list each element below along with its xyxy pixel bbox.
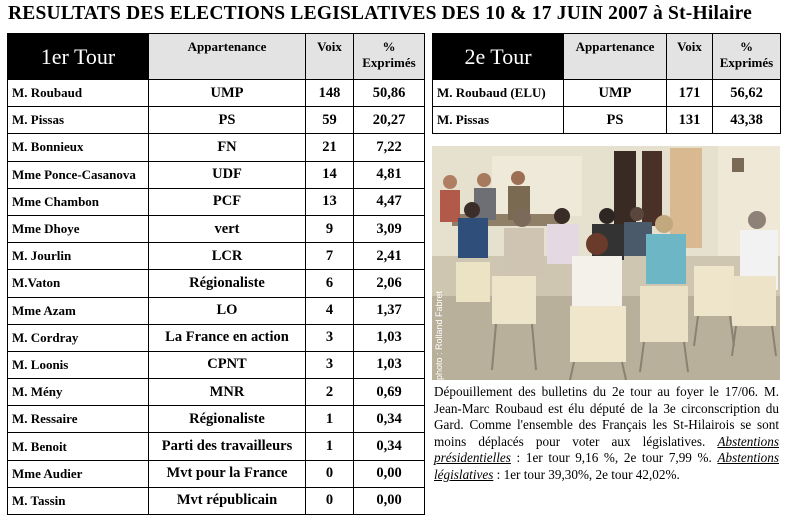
table-row bbox=[8, 80, 425, 107]
candidate-party: UMP bbox=[149, 80, 306, 107]
col-appartenance-header: Appartenance bbox=[149, 34, 306, 80]
candidate-name: Mme Dhoye bbox=[8, 215, 149, 242]
candidate-name: M. Pissas bbox=[8, 107, 149, 134]
candidate-percentage: 43,38 bbox=[713, 107, 781, 134]
candidate-name: M. Mény bbox=[8, 379, 149, 406]
candidate-percentage: 0,00 bbox=[354, 460, 425, 487]
col-pct-header bbox=[354, 34, 425, 80]
candidate-votes: 6 bbox=[306, 270, 354, 297]
candidate-percentage: 2,06 bbox=[354, 270, 425, 297]
table-row bbox=[8, 324, 425, 351]
candidate-percentage: 0,34 bbox=[354, 433, 425, 460]
candidate-name: M. Cordray bbox=[8, 324, 149, 351]
col-voix-header: Voix bbox=[306, 34, 354, 80]
table-row bbox=[8, 188, 425, 215]
candidate-percentage: 1,03 bbox=[354, 351, 425, 378]
candidate-name: Mme Azam bbox=[8, 297, 149, 324]
tour2-results-table bbox=[432, 33, 781, 134]
tour2-label: 2e Tour bbox=[433, 34, 564, 80]
table-row bbox=[8, 406, 425, 433]
tour1-results-table bbox=[7, 33, 425, 515]
candidate-votes: 1 bbox=[306, 406, 354, 433]
candidate-votes: 3 bbox=[306, 351, 354, 378]
candidate-party: UMP bbox=[564, 80, 667, 107]
candidate-votes: 4 bbox=[306, 297, 354, 324]
candidate-votes: 0 bbox=[306, 487, 354, 514]
pct-symbol: % bbox=[382, 39, 396, 54]
table-row bbox=[8, 161, 425, 188]
caption-text-2: : 1er tour 9,16 %, 2e tour 7,99 %. bbox=[510, 450, 718, 466]
col-pct-header bbox=[713, 34, 781, 80]
candidate-party: LO bbox=[149, 297, 306, 324]
candidate-name: M. Loonis bbox=[8, 351, 149, 378]
tour1-label: 1er Tour bbox=[8, 34, 149, 80]
candidate-percentage: 20,27 bbox=[354, 107, 425, 134]
candidate-percentage: 0,69 bbox=[354, 379, 425, 406]
candidate-percentage: 7,22 bbox=[354, 134, 425, 161]
abstentions-presidentielles-label: Abstentions présidentielles bbox=[434, 433, 779, 466]
candidate-party: PS bbox=[564, 107, 667, 134]
table-row bbox=[8, 460, 425, 487]
candidate-percentage: 1,03 bbox=[354, 324, 425, 351]
caption-text-3: : 1er tour 39,30%, 2e tour 42,02%. bbox=[493, 466, 680, 482]
candidate-votes: 0 bbox=[306, 460, 354, 487]
table-row bbox=[8, 107, 425, 134]
candidate-percentage: 1,37 bbox=[354, 297, 425, 324]
candidate-percentage: 3,09 bbox=[354, 215, 425, 242]
table-row bbox=[433, 107, 781, 134]
candidate-percentage: 4,81 bbox=[354, 161, 425, 188]
candidate-votes: 2 bbox=[306, 379, 354, 406]
candidate-name: Mme Ponce-Casanova bbox=[8, 161, 149, 188]
candidate-votes: 131 bbox=[667, 107, 713, 134]
candidate-party: Mvt pour la France bbox=[149, 460, 306, 487]
vote-counting-photo bbox=[432, 146, 780, 380]
candidate-party: LCR bbox=[149, 243, 306, 270]
photo-illustration bbox=[432, 146, 780, 380]
candidate-party: Mvt républicain bbox=[149, 487, 306, 514]
table-row bbox=[433, 80, 781, 107]
table-row bbox=[8, 487, 425, 514]
table-row bbox=[8, 379, 425, 406]
candidate-name: Mme Audier bbox=[8, 460, 149, 487]
photo-caption bbox=[434, 384, 779, 516]
candidate-name: M. Ressaire bbox=[8, 406, 149, 433]
candidate-percentage: 56,62 bbox=[713, 80, 781, 107]
candidate-party: La France en action bbox=[149, 324, 306, 351]
pct-exprimes: Exprimés bbox=[362, 55, 416, 70]
candidate-votes: 1 bbox=[306, 433, 354, 460]
candidate-percentage: 4,47 bbox=[354, 188, 425, 215]
candidate-name: M. Jourlin bbox=[8, 243, 149, 270]
candidate-name: M.Vaton bbox=[8, 270, 149, 297]
candidate-votes: 14 bbox=[306, 161, 354, 188]
candidate-name: M. Tassin bbox=[8, 487, 149, 514]
candidate-party: vert bbox=[149, 215, 306, 242]
page-title: RESULTATS DES ELECTIONS LEGISLATIVES DES 10 & 17 JUIN 2007 à St-Hilaire bbox=[8, 3, 753, 24]
col-voix-header: Voix bbox=[667, 34, 713, 80]
abstentions-legislatives-label: Abstentions législatives bbox=[434, 450, 779, 482]
candidate-percentage: 2,41 bbox=[354, 243, 425, 270]
candidate-votes: 3 bbox=[306, 324, 354, 351]
pct-exprimes: Exprimés bbox=[719, 55, 774, 70]
candidate-name: M. Benoit bbox=[8, 433, 149, 460]
candidate-name: Mme Chambon bbox=[8, 188, 149, 215]
candidate-party: FN bbox=[149, 134, 306, 161]
candidate-name: M. Bonnieux bbox=[8, 134, 149, 161]
candidate-party: CPNT bbox=[149, 351, 306, 378]
table-row bbox=[8, 215, 425, 242]
caption-text-1: Dépouillement des bulletins du 2e tour au foyer le 17/06. M. Jean-Marc Roubaud est élu député de la 3e circonscription du Gard. Comme l'ensemble des Français les St-Hilairois se sont moins déplacés pour voter aux législatives. bbox=[434, 384, 779, 449]
candidate-votes: 59 bbox=[306, 107, 354, 134]
candidate-percentage: 0,00 bbox=[354, 487, 425, 514]
candidate-party: MNR bbox=[149, 379, 306, 406]
candidate-name: M. Roubaud (ELU) bbox=[433, 80, 564, 107]
candidate-party: Régionaliste bbox=[149, 270, 306, 297]
candidate-votes: 21 bbox=[306, 134, 354, 161]
candidate-party: Régionaliste bbox=[149, 406, 306, 433]
candidate-votes: 13 bbox=[306, 188, 354, 215]
candidate-party: PS bbox=[149, 107, 306, 134]
table-row bbox=[8, 433, 425, 460]
table-row bbox=[8, 134, 425, 161]
candidate-votes: 7 bbox=[306, 243, 354, 270]
pct-symbol: % bbox=[740, 39, 753, 54]
candidate-name: M. Pissas bbox=[433, 107, 564, 134]
candidate-party: PCF bbox=[149, 188, 306, 215]
candidate-percentage: 0,34 bbox=[354, 406, 425, 433]
candidate-votes: 148 bbox=[306, 80, 354, 107]
candidate-name: M. Roubaud bbox=[8, 80, 149, 107]
table-row bbox=[8, 297, 425, 324]
candidate-votes: 9 bbox=[306, 215, 354, 242]
table-row bbox=[8, 351, 425, 378]
table-row bbox=[8, 243, 425, 270]
table-row bbox=[8, 270, 425, 297]
candidate-party: Parti des travailleurs bbox=[149, 433, 306, 460]
candidate-votes: 171 bbox=[667, 80, 713, 107]
photo-credit: photo : Rolland Fabret bbox=[434, 290, 444, 380]
candidate-percentage: 50,86 bbox=[354, 80, 425, 107]
col-appartenance-header: Appartenance bbox=[564, 34, 667, 80]
candidate-party: UDF bbox=[149, 161, 306, 188]
